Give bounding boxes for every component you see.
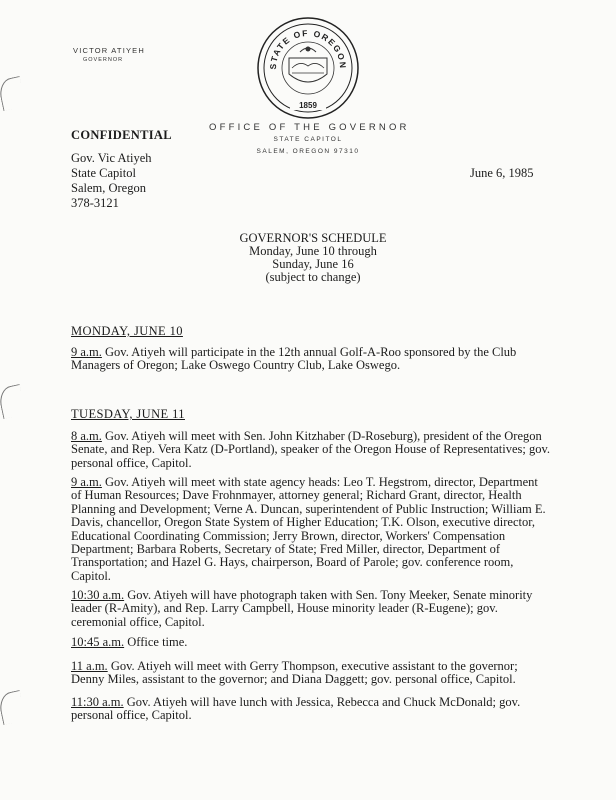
entry-text: Gov. Atiyeh will have lunch with Jessica, Rebecca and Chuck McDonald; gov. personal office, Capitol. xyxy=(71,695,521,723)
sender-address-line: Gov. Vic Atiyeh xyxy=(71,151,152,165)
punch-mark-bottom xyxy=(0,690,26,725)
schedule-entry xyxy=(71,346,551,373)
letter-date: June 6, 1985 xyxy=(470,166,534,180)
entry-time: 8 a.m. xyxy=(71,429,102,443)
office-title: OFFICE OF THE GOVERNOR xyxy=(209,122,410,133)
entry-text: Gov. Atiyeh will meet with Sen. John Kitzhaber (D-Roseburg), president of the Oregon Senate, and Rep. Vera Katz (D-Portland), speaker of the Oregon House of Representatives; gov. personal office, Capitol. xyxy=(71,429,551,470)
entry-time: 10:45 a.m. xyxy=(71,635,125,649)
governor-name: VICTOR ATIYEH xyxy=(73,46,146,55)
entry-text: Gov. Atiyeh will meet with Gerry Thompson, executive assistant to the governor; Denny Miles, assistant to the governor; and Diana Daggett; gov. personal office, Capitol. xyxy=(71,659,518,687)
entry-text: Gov. Atiyeh will participate in the 12th annual Golf-A-Roo sponsored by the Club Managers of Oregon; Lake Oswego Country Club, Lake Oswego. xyxy=(71,345,517,373)
punch-mark-middle xyxy=(0,384,26,419)
entry-time: 10:30 a.m. xyxy=(71,588,125,602)
schedule-heading xyxy=(0,232,616,284)
office-address-line1: STATE CAPITOL xyxy=(273,136,343,143)
office-address-line2: SALEM, OREGON 97310 xyxy=(256,148,360,155)
sender-address xyxy=(71,151,152,211)
confidential-label: CONFIDENTIAL xyxy=(71,128,172,142)
entry-text: Office time. xyxy=(124,635,188,649)
entry-text: Gov. Atiyeh will have photograph taken with Sen. Tony Meeker, Senate minority leader (R-Amity), and Rep. Larry Campbell, House minority leader (R-Eugene); gov. ceremonial office, Capitol. xyxy=(71,588,533,629)
schedule-entry xyxy=(71,696,551,723)
seal-text: STATE OF OREGON xyxy=(267,27,349,70)
schedule-entry xyxy=(71,589,551,629)
entry-time: 11:30 a.m. xyxy=(71,695,124,709)
entry-time: 9 a.m. xyxy=(71,475,102,489)
state-seal-icon xyxy=(256,16,360,120)
entry-text: Gov. Atiyeh will meet with state agency heads: Leo T. Hegstrom, director, Department of Human Resources; Dave Frohnmayer, attorney general; Richard Grant, director, Health Planning and Development; Verne A. Duncan, superintendent of Public Instruction; William E. Davis, chancellor, Oregon State System of Higher Education; T.K. Olson, executive director, Educational Coordinating Commission; Jerry Brown, director, Workers' Compensation Department; Barbara Roberts, Secretary of State; Fred Miller, director, Department of Transportation; and Hazel G. Hays, chairperson, Board of Parole; gov. conference room, Capitol. xyxy=(71,475,546,583)
entry-time: 9 a.m. xyxy=(71,345,102,359)
seal-year: 1859 xyxy=(299,101,317,110)
day-heading-tuesday: TUESDAY, JUNE 11 xyxy=(71,407,185,421)
schedule-entry xyxy=(71,636,551,649)
governor-title: GOVERNOR xyxy=(83,57,124,63)
sender-address-line: 378-3121 xyxy=(71,196,119,210)
schedule-entry xyxy=(71,660,551,687)
schedule-heading-line: Sunday, June 16 xyxy=(272,257,354,271)
sender-address-line: State Capitol xyxy=(71,166,136,180)
schedule-entry xyxy=(71,476,551,583)
schedule-heading-line: (subject to change) xyxy=(265,270,361,284)
schedule-heading-line: GOVERNOR'S SCHEDULE xyxy=(239,231,387,245)
schedule-entry xyxy=(71,430,551,470)
punch-mark-top xyxy=(0,76,26,111)
day-heading-monday: MONDAY, JUNE 10 xyxy=(71,324,183,338)
schedule-heading-line: Monday, June 10 through xyxy=(249,244,377,258)
entry-time: 11 a.m. xyxy=(71,659,108,673)
sender-address-line: Salem, Oregon xyxy=(71,181,146,195)
